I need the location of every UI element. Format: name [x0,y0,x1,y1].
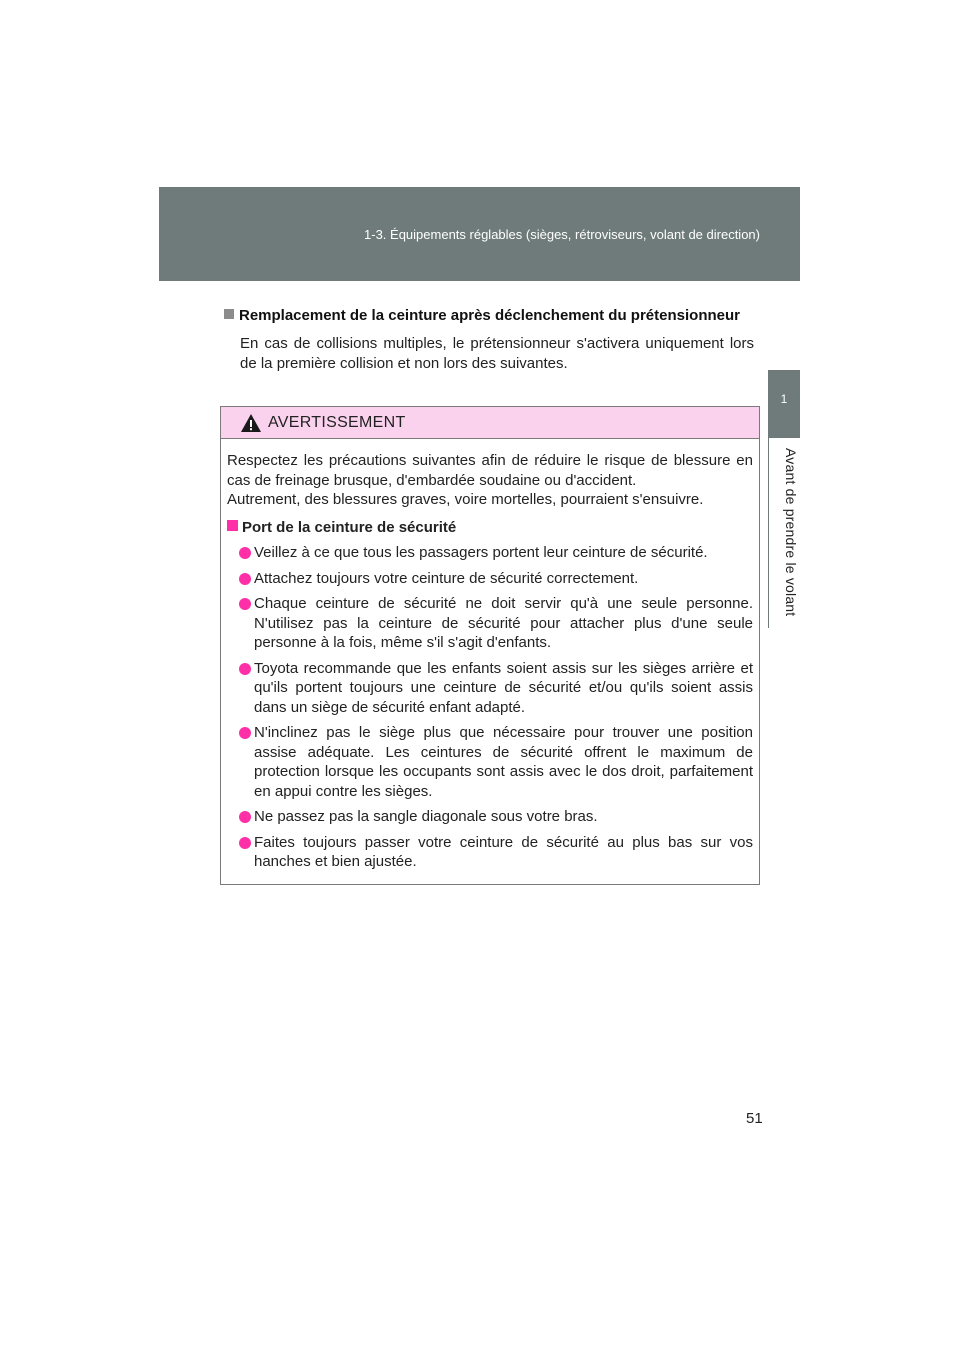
header-band [159,187,800,281]
list-item [227,594,753,653]
list-item-text: Attachez toujours votre ceinture de sécurité correctement. [254,569,639,587]
square-bullet-icon [224,309,234,319]
section-title: 1-3. Équipements réglables (sièges, rétroviseurs, volant de direction) [364,227,760,242]
list-item-text: Ne passez pas la sangle diagonale sous votre bras. [254,808,598,825]
bullet-dot-icon [239,811,251,823]
warning-triangle-icon [240,413,262,433]
warning-intro-line1: Respectez les précautions suivantes afin de réduire le risque de blessure en cas de freinage brusque, d'embardée soudaine ou d'accident. [227,452,753,489]
warning-bullet-list [227,543,753,872]
list-item [227,569,753,589]
warning-box [220,406,760,885]
warning-header [221,407,759,439]
warning-title: AVERTISSEMENT [268,413,406,431]
bullet-dot-icon [239,663,251,675]
list-item-text: Faites toujours passer votre ceinture de sécurité au plus bas sur vos hanches et bien ajustée. [254,833,753,870]
section-body: En cas de collisions multiples, le prétensionneur s'activera uniquement lors de la première collision et non lors des suivantes. [240,335,754,372]
bullet-dot-icon [239,573,251,585]
section-heading [224,307,764,324]
warning-intro-line2: Autrement, des blessures graves, voire mortelles, pourraient s'ensuivre. [227,491,704,508]
list-item-text: Chaque ceinture de sécurité ne doit servir qu'à une seule personne. N'utilisez pas la ceinture de sécurité pour attacher plus d'une seule personne à la fois, même s'il s'agit d'enfants. [254,595,753,651]
warning-subheading-text: Port de la ceinture de sécurité [242,518,457,536]
bullet-dot-icon [239,598,251,610]
list-item [227,833,753,872]
list-item-text: N'inclinez pas le siège plus que nécessaire pour trouver une position assise adéquate. Les ceintures de sécurité offrent le maximum de protection lorsque les occupants sont assis avec le dos droit, parfaitement en appui contre les sièges. [254,724,753,800]
list-item [227,723,753,801]
warning-subheading [227,518,753,538]
square-bullet-icon [227,520,238,531]
list-item [227,807,753,827]
chapter-number: 1 [780,392,788,406]
list-item-text: Toyota recommande que les enfants soient assis sur les sièges arrière et qu'ils portent toujours une ceinture de sécurité et/ou qu'ils soient assis dans un siège de sécurité enfant adapté. [254,659,753,716]
list-item-text: Veillez à ce que tous les passagers portent leur ceinture de sécurité. [254,544,708,561]
bullet-dot-icon [239,837,251,849]
chapter-tab-line [768,438,769,628]
bullet-dot-icon [239,547,251,559]
warning-content [221,439,759,872]
chapter-tab [768,370,800,438]
warning-intro [227,451,753,510]
page-number: 51 [746,1110,763,1127]
section-heading-text: Remplacement de la ceinture après déclenchement du prétensionneur [239,307,740,324]
chapter-label: Avant de prendre le volant [783,448,799,617]
list-item [227,543,753,563]
list-item [227,659,753,718]
bullet-dot-icon [239,727,251,739]
